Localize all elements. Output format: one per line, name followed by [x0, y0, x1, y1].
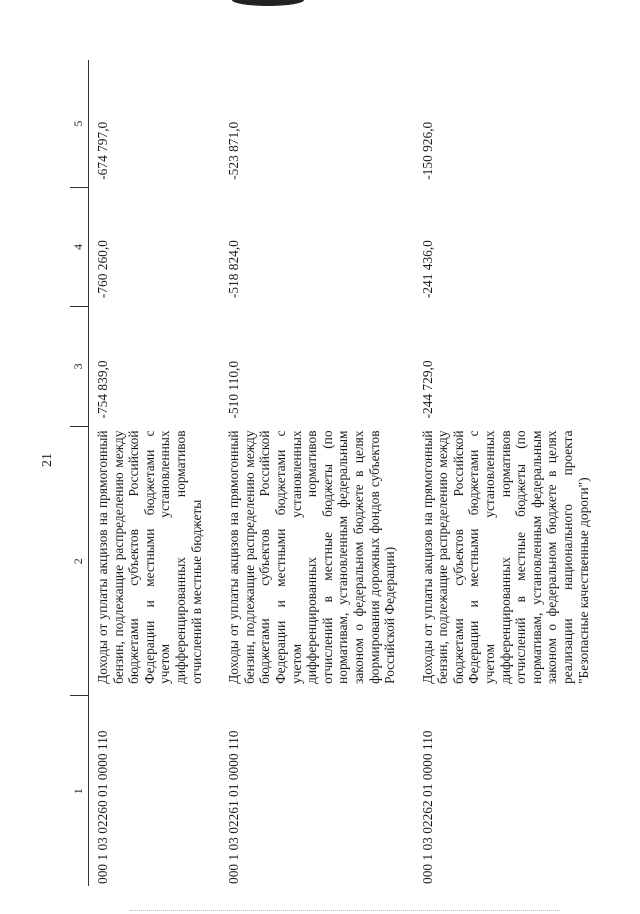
table-header-row [70, 60, 89, 886]
amount-col4: -241 436,0 [419, 240, 435, 299]
amount-col3: -754 839,0 [95, 360, 110, 419]
amount-col5: -150 926,0 [419, 121, 435, 180]
column-header: 5 [70, 60, 89, 188]
rotated-page [70, 34, 610, 900]
revenue-description: Доходы от уплаты акцизов на прямогонный бензин, подлежащие распределению между бюджетами субъектов Российской Федерации и местными бюджетами с учетом установленных дифференцированных нормативов отчислений в местные бюджеты (по нормативам, установленным федеральным законом о федеральном бюджете в целях реализации национального проекта "Безопасные качественные дороги") [419, 430, 591, 684]
amount-col4: -518 824,0 [226, 240, 242, 299]
scan-smudge [232, 0, 304, 6]
page-number: 21 [40, 453, 55, 467]
budget-table [70, 60, 607, 886]
table-row [220, 60, 414, 886]
column-header: 4 [70, 188, 89, 306]
amount-col3: -510 110,0 [226, 360, 242, 419]
revenue-description: Доходы от уплаты акцизов на прямогонный бензин, подлежащие распределению между бюджетами субъектов Российской Федерации и местными бюджетами с учетом установленных дифференцированных нормативов отчислений в местные бюджеты [95, 430, 204, 684]
amount-col5: -523 871,0 [226, 121, 242, 180]
column-header: 2 [70, 426, 89, 695]
column-header: 3 [70, 306, 89, 426]
table-row [414, 60, 608, 886]
table-row [89, 60, 221, 886]
budget-code: 000 1 03 02262 01 0000 110 [419, 730, 435, 884]
revenue-description: Доходы от уплаты акцизов на прямогонный бензин, подлежащие распределению между бюджетами субъектов Российской Федерации и местными бюджетами с учетом установленных дифференцированных нормативов отчислений в местные бюджеты (по нормативам, установленным федеральным законом о федеральном бюджете в целях формирования дорожных фондов субъектов Российской Федерации) [226, 430, 398, 684]
scan-noise-line [130, 910, 560, 913]
amount-col3: -244 729,0 [419, 360, 435, 419]
amount-col4: -760 260,0 [95, 240, 110, 299]
column-header: 1 [70, 696, 89, 886]
budget-code: 000 1 03 02260 01 0000 110 [95, 730, 110, 884]
amount-col5: -674 797,0 [95, 121, 110, 180]
budget-code: 000 1 03 02261 01 0000 110 [226, 730, 242, 884]
